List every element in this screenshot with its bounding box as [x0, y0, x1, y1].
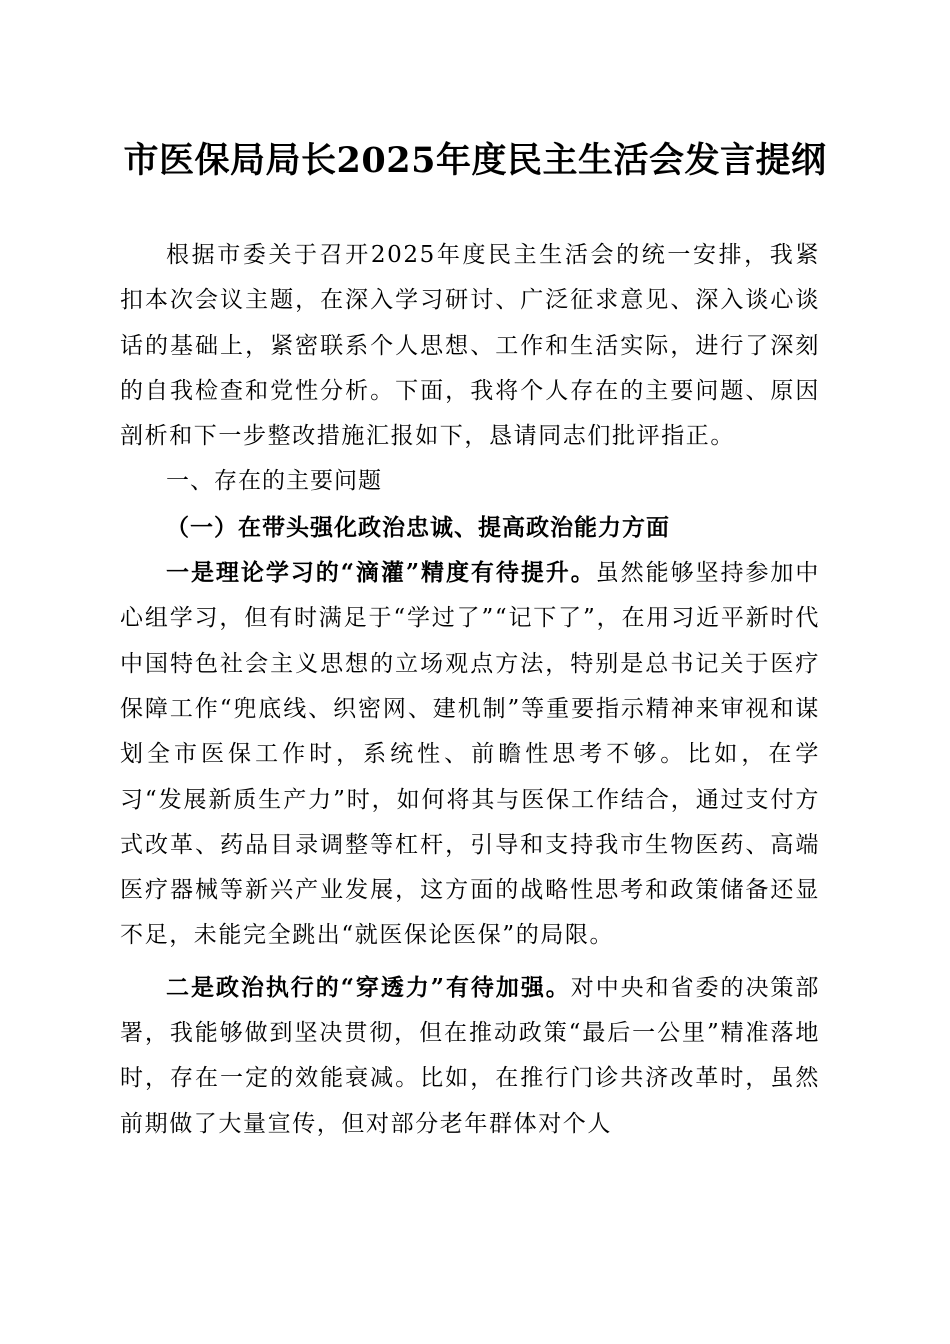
point-lead-theory-study: 一是理论学习的“滴灌”精度有待提升。 [166, 559, 596, 587]
subsection-heading-political-loyalty: （一）在带头强化政治忠诚、提高政治能力方面 [166, 513, 670, 541]
point-lead-political-execution: 二是政治执行的“穿透力”有待加强。 [166, 973, 571, 1001]
document-body [120, 233, 820, 1147]
point-body-political-execution: 对中央和省委的决策部署，我能够做到坚决贯彻，但在推动政策“最后一公里”精准落地时，存在一定的效能衰减。比如，在推行门诊共济改革时，虽然前期做了大量宣传，但对部分老年群体对个人 [120, 974, 820, 1137]
point-paragraph-theory-study [120, 550, 820, 959]
section-heading-problems: 一、存在的主要问题 [166, 468, 382, 495]
point-body-theory-study: 虽然能够坚持参加中心组学习，但有时满足于“学过了”“记下了”，在用习近平新时代中国特色社会主义思想的立场观点方法，特别是总书记关于医疗保障工作“兜底线、织密网、建机制”等重要指示精神来审视和谋划全市医保工作时，系统性、前瞻性思考不够。比如，在学习“发展新质生产力”时，如何将其与医保工作结合，通过支付方式改革、药品目录调整等杠杆，引导和支持我市生物医药、高端医疗器械等新兴产业发展，这方面的战略性思考和政策储备还显不足，未能完全跳出“就医保论医保”的局限。 [120, 560, 820, 949]
document-title: 市医保局局长2025年度民主生活会发言提纲 [123, 140, 827, 181]
intro-paragraph: 根据市委关于召开2025年度民主生活会的统一安排，我紧扣本次会议主题，在深入学习研讨、广泛征求意见、深入谈心谈话的基础上，紧密联系个人思想、工作和生活实际，进行了深刻的自我检查和党性分析。下面，我将个人存在的主要问题、原因剖析和下一步整改措施汇报如下，恳请同志们批评指正。 [120, 242, 820, 450]
point-paragraph-political-execution [120, 965, 820, 1147]
